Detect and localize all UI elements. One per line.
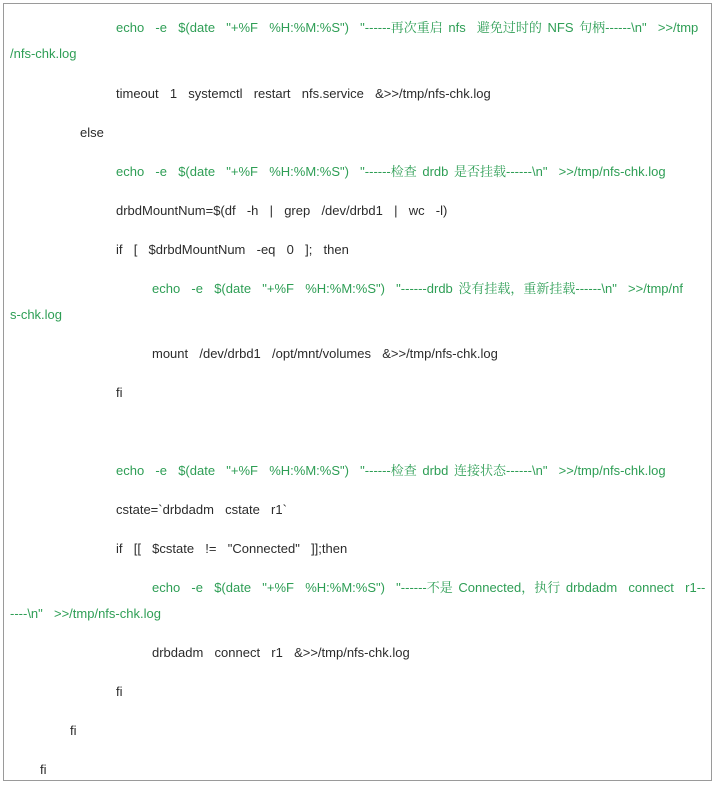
echo-restart-nfs-line-cont: /nfs-chk.log [10,46,77,61]
timeout-restart-line: timeout 1 systemctl restart nfs.service &>>/tmp/nfs-chk.log [116,86,491,101]
echo-remount-line: echo -e $(date "+%F %H:%M:%S") "------drdb 没有挂载，重新挂载------\n" >>/tmp/nf [152,281,683,296]
echo-restart-nfs-line: echo -e $(date "+%F %H:%M:%S") "------再次重启 nfs 避免过时的 NFS 句柄------\n" >>/tmp [116,20,699,35]
echo-not-connected-line: echo -e $(date "+%F %H:%M:%S") "------不是 Connected，执行 drbdadm connect r1-- [152,580,706,595]
mount-drbd-line: mount /dev/drbd1 /opt/mnt/volumes &>>/tmp/nfs-chk.log [152,346,498,361]
fi-line-inner-1: fi [116,385,123,400]
fi-line-inner-2: fi [116,684,123,699]
drbdadm-connect-line: drbdadm connect r1 &>>/tmp/nfs-chk.log [152,645,410,660]
fi-line-outer: fi [40,762,47,777]
echo-remount-line-cont: s-chk.log [10,307,63,322]
echo-not-connected-line-cont: ----\n" >>/tmp/nfs-chk.log [10,606,161,621]
if-mount-num-line: if [ $drbdMountNum -eq 0 ]; then [116,242,349,257]
drbd-mount-num-line: drbdMountNum=$(df -h | grep /dev/drbd1 | wc -l) [116,203,448,218]
echo-check-drbd-connection-line: echo -e $(date "+%F %H:%M:%S") "------检查 drbd 连接状态------\n" >>/tmp/nfs-chk.log [116,463,666,478]
echo-check-drdb-mount-line: echo -e $(date "+%F %H:%M:%S") "------检查 drdb 是否挂载------\n" >>/tmp/nfs-chk.log [116,164,666,179]
if-cstate-line: if [[ $cstate != "Connected" ]];then [116,541,348,556]
else-line: else [80,125,104,140]
fi-line-middle: fi [70,723,77,738]
cstate-line: cstate=`drbdadm cstate r1` [116,502,287,517]
code-document-frame [3,3,712,781]
